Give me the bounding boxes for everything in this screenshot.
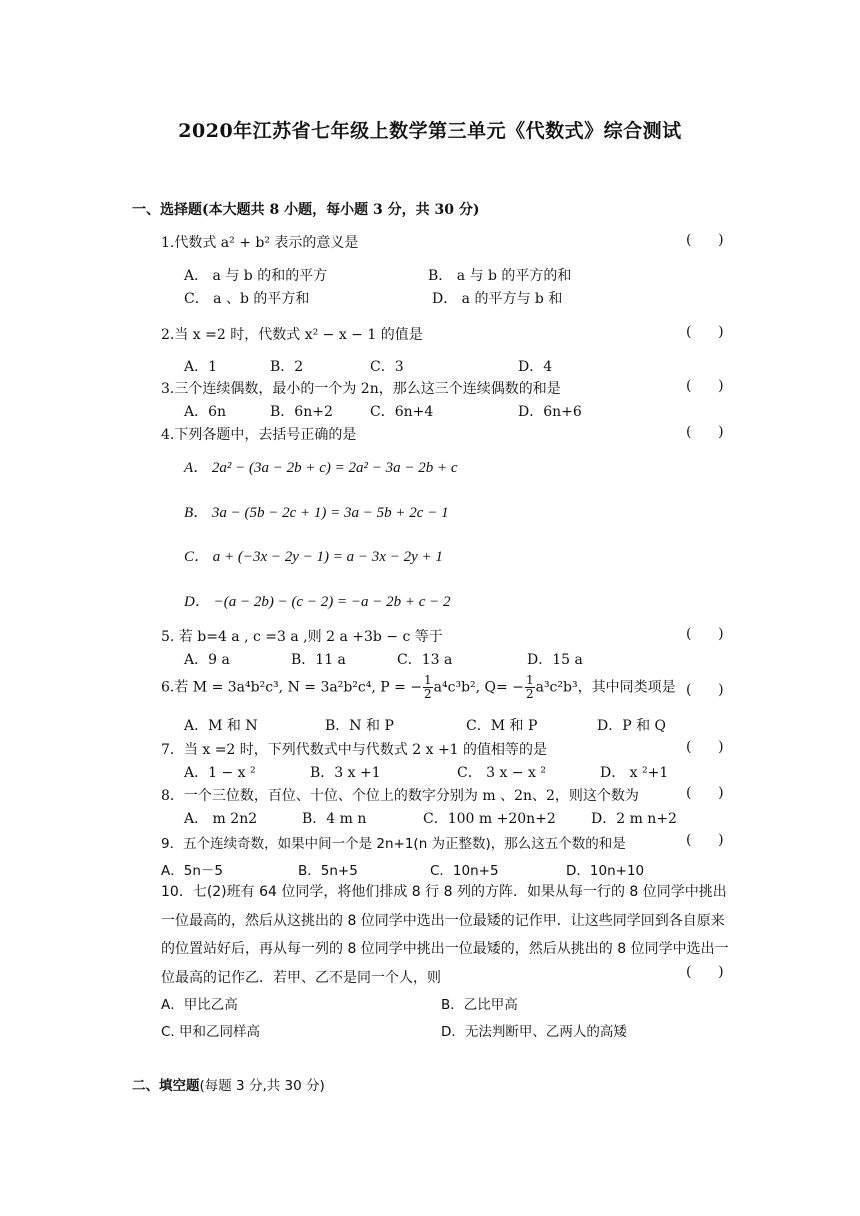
question-10-stem: 10．七(2)班有 64 位同学，将他们排成 8 行 8 列的方阵．如果从每一行的 8 位同学中挑出一位最高的，然后从这挑出的 8 位同学中选出一位最矮的记作甲．让这些同学回到各自原来的位置站好后，再从每一列的 8 位同学中挑出一位最矮的，然后从挑出的 8 位同学中选出一位最高的记作乙．若甲、乙不是同一个人，则 <box>161 884 729 986</box>
q8-option-b[interactable]: B．4 m n <box>302 811 367 827</box>
q6-stem-tail: ，其中同类项是 <box>577 679 676 696</box>
q9-option-a[interactable]: A．5n－5 <box>161 863 223 879</box>
q8-option-d[interactable]: D．2 m n+2 <box>591 811 677 827</box>
q5-option-c[interactable]: C．13 a <box>397 652 453 668</box>
q9-option-d[interactable]: D．10n+10 <box>566 863 645 879</box>
q10-option-a[interactable]: A．甲比乙高 <box>161 997 238 1013</box>
fraction-half: $\frac{1}{2}$ <box>525 673 534 701</box>
q7-option-a[interactable]: A．1 − x ² <box>184 765 256 781</box>
q2-option-c[interactable]: C．3 <box>370 359 404 375</box>
q3-option-c[interactable]: C．6n+4 <box>370 404 434 420</box>
q5-option-a[interactable]: A．9 a <box>184 652 230 668</box>
answer-paren-9[interactable]: ( ) <box>686 832 724 848</box>
q6-option-c[interactable]: C．M 和 P <box>466 718 538 734</box>
q3-option-d[interactable]: D．6n+6 <box>518 404 582 420</box>
question-5-stem: 5. 若 b=4 a , c =3 a ,则 2 a +3b − c 等于 <box>161 629 443 645</box>
q4-option-d[interactable]: D． −(a − 2b) − (c − 2) = −a − 2b + c − 2 <box>184 594 451 610</box>
question-1-stem: 1.代数式 a² + b² 表示的意义是 <box>161 235 359 251</box>
q6-stem-post: a³c²b³ <box>535 679 578 696</box>
section-2-note: (每题 3 分,共 30 分) <box>199 1078 325 1094</box>
q2-option-d[interactable]: D．4 <box>518 359 553 375</box>
answer-paren-8[interactable]: ( ) <box>686 785 724 801</box>
q10-option-b[interactable]: B．乙比甲高 <box>441 997 518 1013</box>
section-1-heading: 一、选择题(本大题共 8 小题，每小题 3 分，共 30 分) <box>132 202 480 218</box>
q9-option-b[interactable]: B．5n+5 <box>298 863 358 879</box>
q5-option-d[interactable]: D．15 a <box>527 652 583 668</box>
question-9-stem: 9．五个连续奇数，如果中间一个是 2n+1(n 为正整数)，那么这五个数的和是 <box>161 836 626 852</box>
q6-option-b[interactable]: B．N 和 P <box>325 718 394 734</box>
section-2-title: 二、填空题 <box>132 1078 200 1094</box>
q2-option-b[interactable]: B．2 <box>270 359 304 375</box>
q3-option-b[interactable]: B．6n+2 <box>270 404 333 420</box>
q1-option-d[interactable]: D． a 的平方与 b 和 <box>432 291 563 307</box>
q3-option-a[interactable]: A．6n <box>184 404 227 420</box>
q7-option-d[interactable]: D． x ²+1 <box>600 765 669 781</box>
answer-paren-3[interactable]: ( ) <box>686 378 724 394</box>
answer-paren-7[interactable]: ( ) <box>686 739 724 755</box>
q1-option-a[interactable]: A． a 与 b 的和的平方 <box>184 268 328 284</box>
question-6-stem <box>161 674 676 701</box>
fraction-half: $\frac{1}{2}$ <box>424 673 432 701</box>
q8-option-a[interactable]: A． m 2n2 <box>184 811 258 827</box>
q10-option-d[interactable]: D．无法判断甲、乙两人的高矮 <box>441 1024 627 1040</box>
q9-option-c[interactable]: C．10n+5 <box>430 863 499 879</box>
q4-option-b[interactable]: B． 3a − (5b − 2c + 1) = 3a − 5b + 2c − 1 <box>184 505 449 521</box>
question-7-stem: 7．当 x =2 时，下列代数式中与代数式 2 x +1 的值相等的是 <box>161 742 548 758</box>
q7-option-c[interactable]: C． 3 x − x ² <box>457 765 547 781</box>
question-3-stem: 3.三个连续偶数，最小的一个为 2n，那么这三个连续偶数的和是 <box>161 381 561 397</box>
question-4-stem: 4.下列各题中，去括号正确的是 <box>161 427 357 443</box>
q6-option-d[interactable]: D．P 和 Q <box>597 718 667 734</box>
q2-option-a[interactable]: A．1 <box>184 359 218 375</box>
answer-paren-1[interactable]: ( ) <box>686 232 724 248</box>
q4-option-a[interactable]: A． 2a² − (3a − 2b + c) = 2a² − 3a − 2b + c <box>184 460 458 476</box>
q5-option-b[interactable]: B．11 a <box>291 652 346 668</box>
q6-stem-pre: 6.若 M = 3a⁴b²c³, N = 3a²b²c⁴, P = − <box>161 679 423 696</box>
q8-option-c[interactable]: C．100 m +20n+2 <box>423 811 556 827</box>
answer-paren-4[interactable]: ( ) <box>686 424 724 440</box>
page-title: 2020年江苏省七年级上数学第三单元《代数式》综合测试 <box>178 120 682 142</box>
q1-option-b[interactable]: B． a 与 b 的平方的和 <box>428 268 572 284</box>
q10-option-c[interactable]: C. 甲和乙同样高 <box>161 1024 261 1040</box>
section-2-heading <box>132 1074 325 1094</box>
answer-paren-6[interactable]: ( ) <box>686 682 724 698</box>
q6-option-a[interactable]: A．M 和 N <box>184 718 258 734</box>
answer-paren-5[interactable]: ( ) <box>686 626 724 642</box>
q1-option-c[interactable]: C． a 、b 的平方和 <box>184 291 310 307</box>
q4-option-c[interactable]: C． a + (−3x − 2y − 1) = a − 3x − 2y + 1 <box>184 549 443 565</box>
q7-option-b[interactable]: B．3 x +1 <box>310 765 381 781</box>
q6-stem-mid: a⁴c³b², Q= − <box>433 679 524 696</box>
question-2-stem: 2.当 x =2 时，代数式 x² − x − 1 的值是 <box>161 327 423 343</box>
answer-paren-10[interactable]: ( ) <box>686 964 724 980</box>
question-8-stem: 8．一个三位数，百位、十位、个位上的数字分别为 m 、2n、2，则这个数为 <box>161 788 639 804</box>
answer-paren-2[interactable]: ( ) <box>686 324 724 340</box>
